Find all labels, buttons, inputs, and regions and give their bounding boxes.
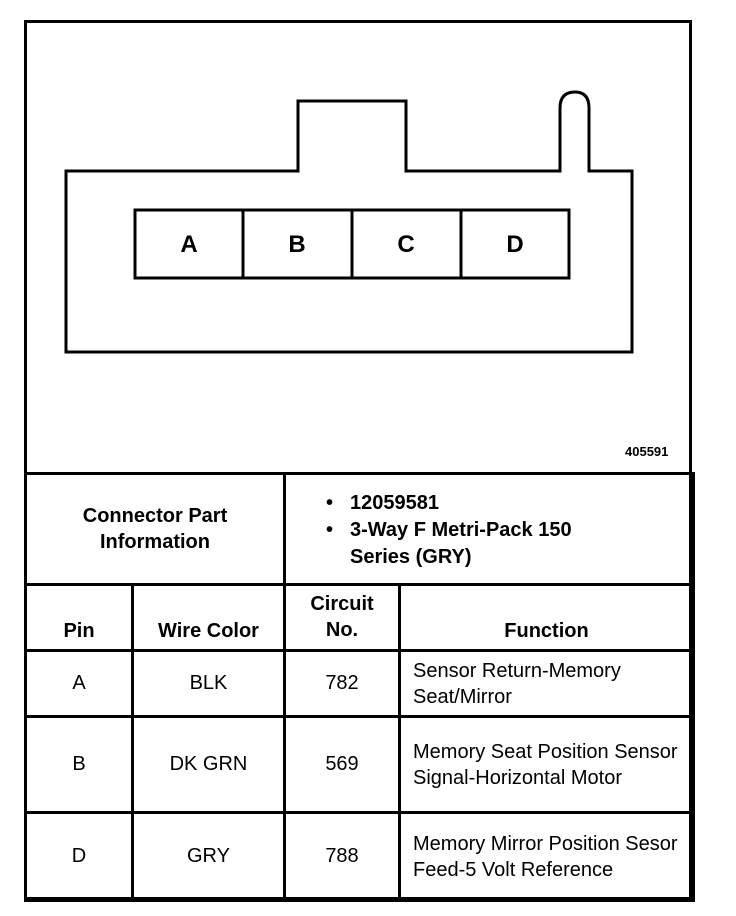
cell-circuit: 569 [285,717,400,813]
pin-label-c: C [397,231,415,258]
figure-number: 405591 [625,444,669,459]
cell-pin: A [26,651,133,717]
part-info-row [26,474,694,585]
cell-function: Memory Mirror Position Sesor Feed-5 Volt Reference [400,813,694,901]
cell-circuit: 782 [285,651,400,717]
cell-wire-color: GRY [133,813,285,901]
pin-label-b: B [288,231,306,258]
header-wire-color: Wire Color [133,585,285,651]
cell-function: Memory Seat Position Sensor Signal-Horizontal Motor [400,717,694,813]
cell-wire-color: DK GRN [133,717,285,813]
cell-wire-color: BLK [133,651,285,717]
header-row [26,585,694,651]
part-number: • 12059581 [326,490,684,517]
header-function: Function [400,585,694,651]
connector-body [66,92,632,352]
cell-pin: D [26,813,133,901]
cell-pin: B [26,717,133,813]
connector-info-table [24,472,695,902]
part-info-label: Connector Part Information [26,474,285,585]
table-row [26,651,694,717]
connector-series: • 3-Way F Metri-Pack 150 Series (GRY) [326,517,630,571]
header-pin: Pin [26,585,133,651]
cell-function: Sensor Return-Memory Seat/Mirror [400,651,694,717]
header-circuit: Circuit No. [285,585,400,651]
pin-label-a: A [180,231,198,258]
cell-circuit: 788 [285,813,400,901]
part-info-list [285,474,694,585]
pin-label-d: D [506,231,524,258]
table-row [26,813,694,901]
table-row [26,717,694,813]
